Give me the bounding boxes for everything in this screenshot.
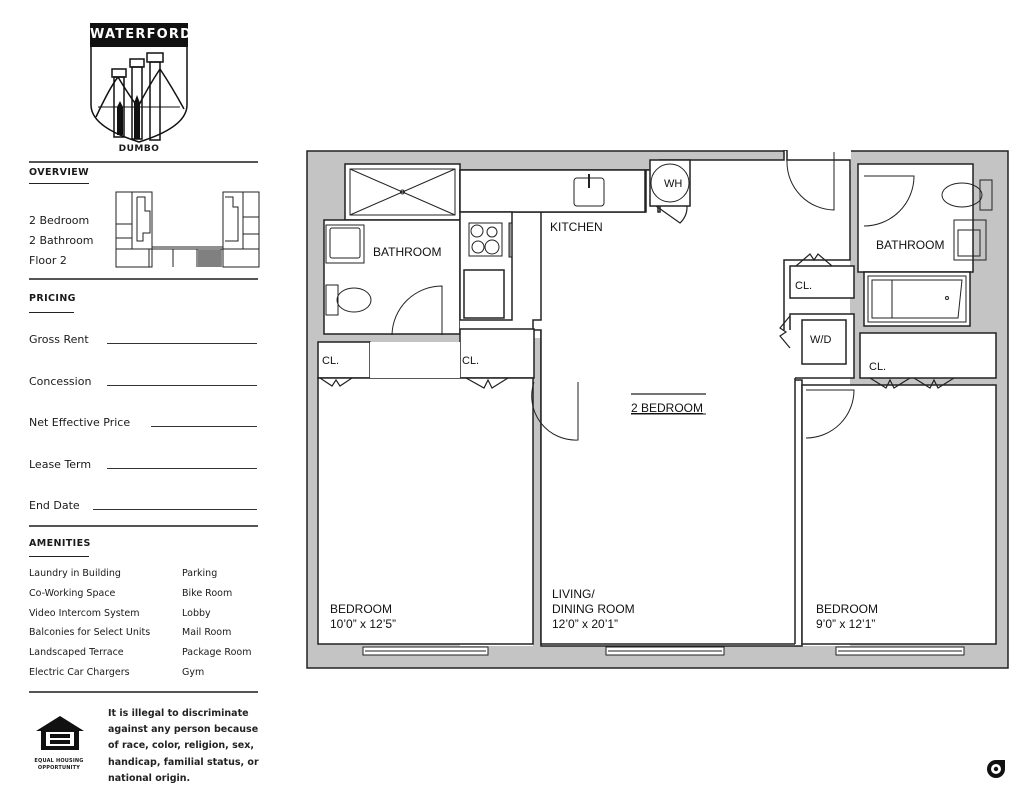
- amenity-item: Landscaped Terrace: [29, 647, 124, 658]
- amenities-underline: [29, 556, 89, 557]
- gross-rent-field[interactable]: [107, 343, 257, 344]
- divider: [29, 691, 258, 693]
- label-water-heater: WH: [664, 178, 683, 190]
- amenities-title: AMENITIES: [29, 538, 91, 549]
- pricing-underline: [29, 312, 74, 313]
- overview-bedrooms: 2 Bedroom: [29, 214, 90, 227]
- net-effective-price-label: Net Effective Price: [29, 416, 131, 429]
- equal-housing-label: [26, 758, 92, 772]
- lease-term-label: Lease Term: [29, 458, 92, 471]
- fair-housing-statement: It is illegal to discriminate against any person because of race, color, religion, sex, handicap, familial status, or national origin.: [108, 708, 259, 784]
- pricing-title: PRICING: [29, 293, 76, 304]
- brand-drop-icon: [984, 757, 1008, 781]
- amenity-item: Mail Room: [182, 627, 232, 638]
- divider: [29, 278, 258, 280]
- divider: [29, 161, 258, 163]
- label-closet-right-top: CL.: [795, 280, 813, 292]
- concession-field[interactable]: [107, 385, 257, 386]
- end-date-label: End Date: [29, 499, 80, 512]
- label-living-2: DINING ROOM: [552, 602, 635, 616]
- lease-term-field[interactable]: [107, 468, 257, 469]
- overview-floor: Floor 2: [29, 254, 67, 267]
- equal-housing-icon: [35, 715, 85, 751]
- eho-line-2: OPPORTUNITY: [37, 765, 81, 771]
- unit-type-label: 2 BEDROOM: [631, 401, 704, 415]
- label-bedroom-left: BEDROOM: [330, 602, 393, 616]
- amenity-item: Gym: [182, 667, 205, 678]
- amenity-item: Parking: [182, 568, 218, 579]
- label-closet-left-2: CL.: [462, 355, 480, 367]
- label-living-dims: 12’0” x 20’1”: [552, 617, 619, 631]
- label-bedroom-right-dims: 9’0” x 12’1”: [816, 617, 876, 631]
- label-bathroom-left: BATHROOM: [373, 245, 442, 259]
- amenity-item: Electric Car Chargers: [29, 667, 130, 678]
- divider: [29, 525, 258, 527]
- net-effective-price-field[interactable]: [151, 426, 257, 427]
- bridge-crest-icon: [90, 47, 188, 143]
- amenity-item: Co-Working Space: [29, 588, 116, 599]
- overview-underline: [29, 183, 89, 184]
- overview-bathrooms: 2 Bathroom: [29, 234, 94, 247]
- label-closet-left-1: CL.: [322, 355, 340, 367]
- logo-title: WATERFORD: [90, 23, 188, 47]
- label-bathroom-right: BATHROOM: [876, 238, 945, 252]
- amenity-item: Lobby: [182, 608, 211, 619]
- label-washer-dryer: W/D: [810, 334, 832, 346]
- logo-location: DUMBO: [118, 144, 160, 154]
- amenity-item: Package Room: [182, 647, 252, 658]
- amenity-item: Video Intercom System: [29, 608, 140, 619]
- label-bedroom-left-dims: 10’0” x 12’5”: [330, 617, 397, 631]
- gross-rent-label: Gross Rent: [29, 333, 89, 346]
- label-bedroom-right: BEDROOM: [816, 602, 879, 616]
- eho-line-1: EQUAL HOUSING: [34, 758, 84, 764]
- building-keyplan: [115, 191, 260, 269]
- amenity-item: Bike Room: [182, 588, 233, 599]
- label-closet-right-bottom: CL.: [869, 361, 887, 373]
- concession-label: Concession: [29, 375, 92, 388]
- waterford-logo: [90, 23, 193, 158]
- label-living-1: LIVING/: [552, 587, 595, 601]
- label-kitchen: KITCHEN: [550, 220, 603, 234]
- highlighted-unit: [198, 250, 221, 267]
- overview-title: OVERVIEW: [29, 167, 90, 178]
- amenity-item: Laundry in Building: [29, 568, 121, 579]
- amenity-item: Balconies for Select Units: [29, 627, 151, 638]
- end-date-field[interactable]: [93, 509, 257, 510]
